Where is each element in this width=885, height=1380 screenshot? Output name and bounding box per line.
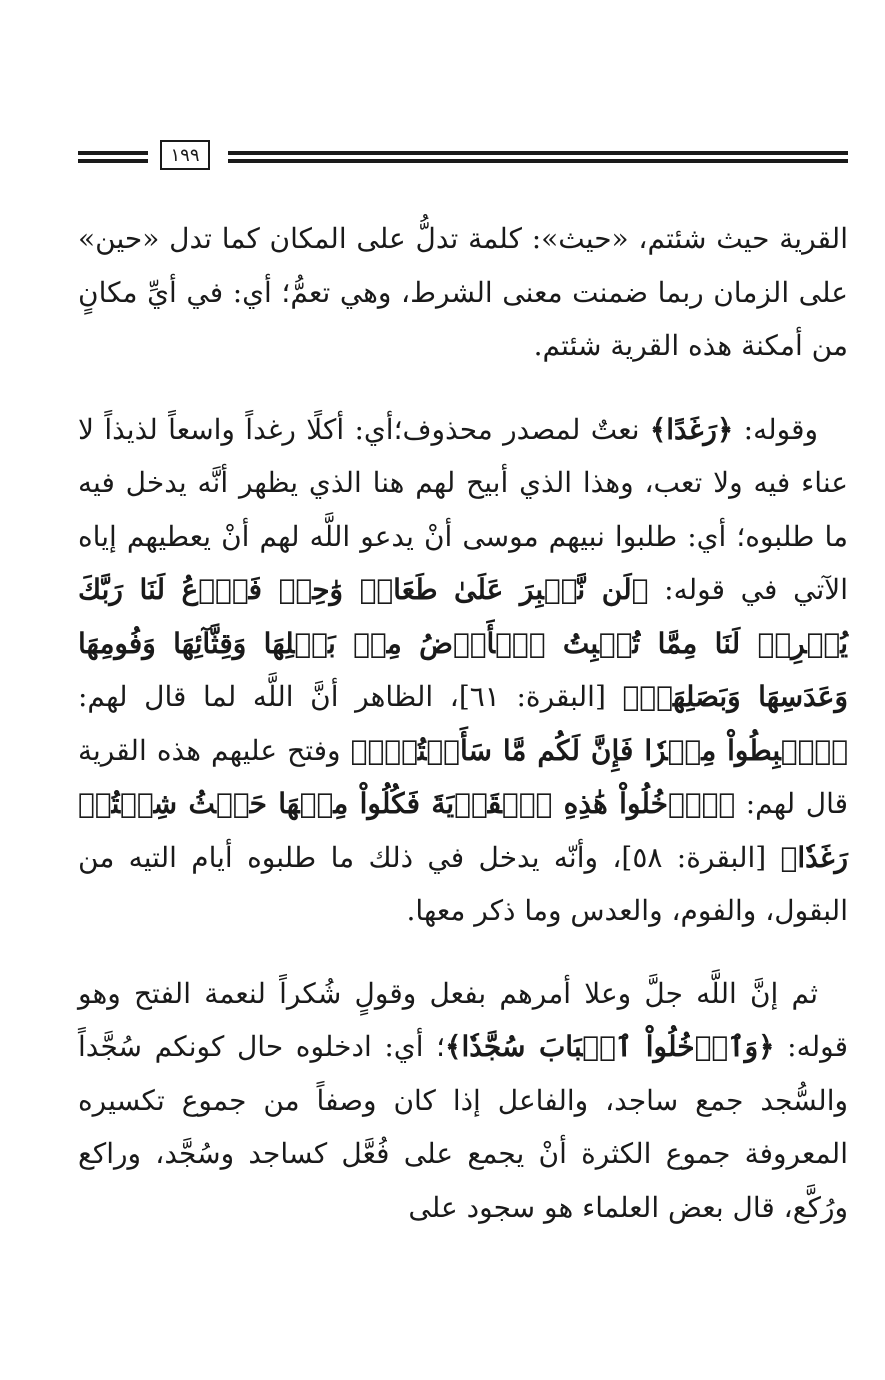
quran-verse: ﴿لَن نَّصۡبِرَ عَلَىٰ طَعَامٖ وَٰحِدٖ فَٱدۡعُ لَنَا رَبَّكَ يُخۡرِجۡ لَنَا مِمَّا تُنۢبِتُ ٱلۡأَرۡضُ مِنۢ بَقۡلِهَا وَقِثَّآئِهَا وَفُومِهَا وَعَدَسِهَا وَبَصَلِهَاۖ﴾ — [78, 573, 848, 713]
text-segment: وقوله: — [733, 412, 818, 446]
page-header — [78, 138, 848, 178]
text-segment: وفتح عليهم هذه القرية قال لهم: — [78, 733, 848, 820]
header-rule-right-bottom — [228, 159, 848, 163]
paragraph-2 — [78, 403, 848, 938]
quran-verse: ﴿ٱهۡبِطُواْ مِصۡرٗا فَإِنَّ لَكُم مَّا سَأَلۡتُمۡۗ﴾ — [350, 733, 849, 767]
text-segment: ؛ أي: ادخلوه حال كونكم سُجَّداً والسُّجد جمع ساجد، والفاعل إذا كان وصفاً من جموع تكسيره المعروفة جموع الكثرة أنْ يجمع على فُعَّل كساجد وسُجَّد، وراكع ورُكَّع، قال بعض العلماء هو سجود على — [78, 1030, 848, 1224]
quran-verse: ﴿وَٱدۡخُلُواْ ٱلۡبَابَ سُجَّدٗا﴾ — [445, 1030, 775, 1063]
page-number: ١٩٩ — [160, 140, 210, 170]
quran-verse: ﴿رَغَدًا﴾ — [649, 412, 734, 446]
quran-verse: ﴿ٱدۡخُلُواْ هَٰذِهِ ٱلۡقَرۡيَةَ فَكُلُواْ مِنۡهَا حَيۡثُ شِئۡتُمۡ رَغَدٗا﴾ — [78, 787, 848, 874]
header-rule-right-top — [228, 151, 848, 155]
text-segment: [البقرة: ٥٨]، وأنّه يدخل في ذلك ما طلبوه أيام التيه من البقول، والفوم، والعدس وما ذكر معها. — [78, 840, 848, 927]
text-segment: [البقرة: ٦١]، الظاهر أنَّ اللَّه لما قال لهم: — [78, 680, 623, 713]
text-segment: القرية حيث شئتم، «حيث»: كلمة تدلُّ على المكان كما تدل «حين» على الزمان ربما ضمنت معنى الشرط، وهي تعمُّ؛ أي: في أيِّ مكانٍ من أمكنة هذه القرية شئتم. — [78, 222, 848, 362]
header-rule-left-bottom — [78, 159, 148, 163]
paragraph-1 — [78, 212, 848, 373]
page-body — [78, 212, 848, 1263]
paragraph-3 — [78, 967, 848, 1235]
text-segment: ثم إنَّ اللَّه جلَّ وعلا أمرهم بفعل وقولٍ شُكراً لنعمة الفتح وهو قوله: — [78, 976, 849, 1063]
header-rule-left-top — [78, 151, 148, 155]
text-segment: نعتٌ لمصدر محذوف؛أي: أكلًا رغداً واسعاً لذيذاً لا عناء فيه ولا تعب، وهذا الذي أبيح لهم هنا الذي يظهر أنَّه يدخل فيه ما طلبوه؛ أي: طلبوا نبيهم موسى أنْ يدعو اللَّه لهم أنْ يعطيهم إياه الآتي في قوله: — [78, 412, 848, 606]
